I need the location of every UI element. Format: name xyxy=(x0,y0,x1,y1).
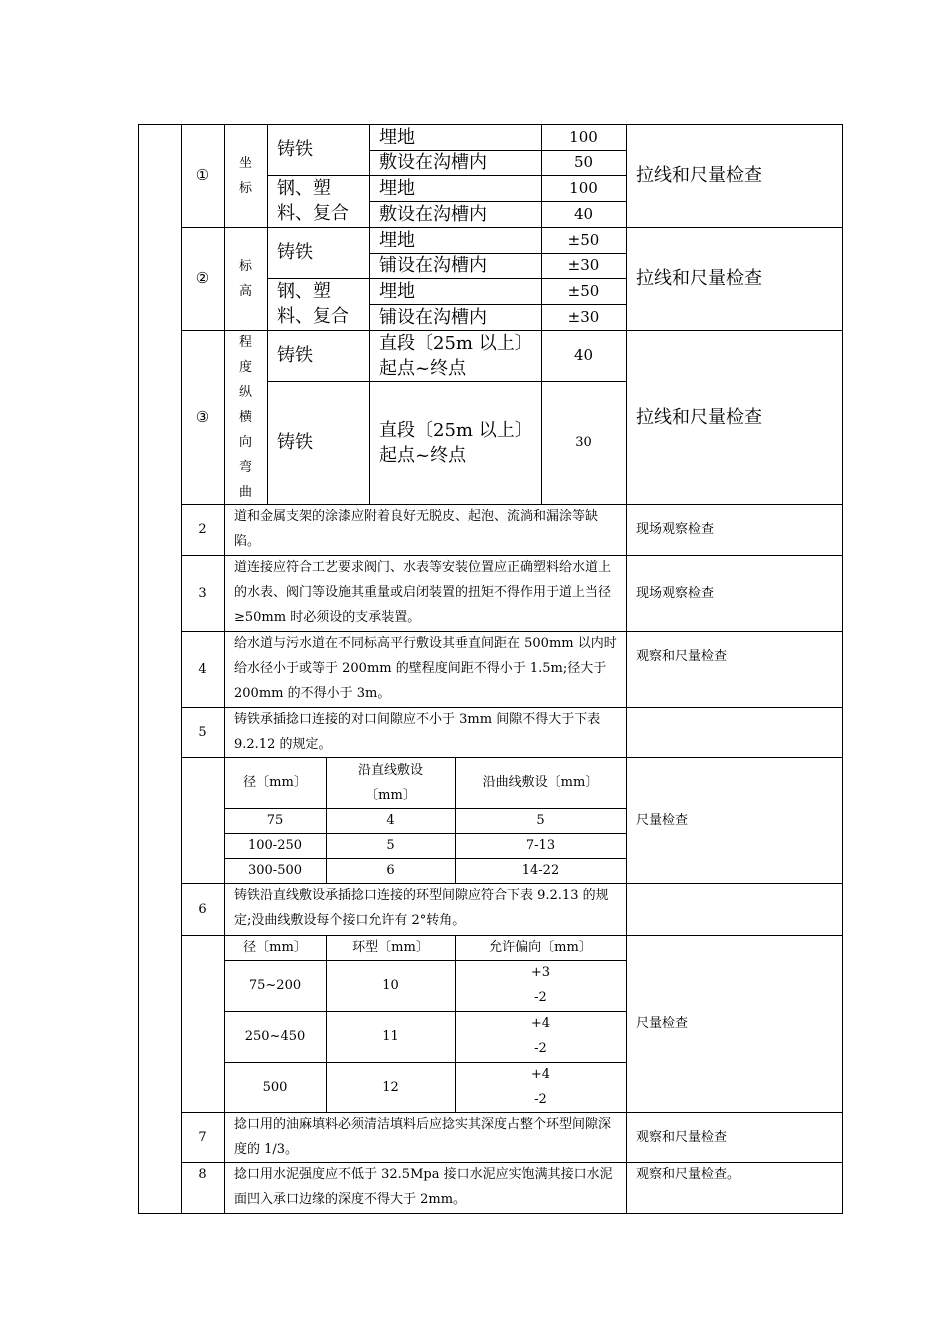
t9213-r3-c1: 500 xyxy=(262,1079,288,1095)
group1-value-3: 100 xyxy=(569,178,598,197)
group2-method: 拉线和尺量检查 xyxy=(636,268,762,289)
item-4-number: 4 xyxy=(198,661,207,677)
t9213-r1-c2: 10 xyxy=(382,978,399,993)
item-7-method: 观察和尺量检查 xyxy=(636,1129,728,1145)
group1-material-b-text: 钢、塑料、复合 xyxy=(277,178,349,224)
group2-value-4: ±30 xyxy=(567,307,600,326)
group3-desc-1 xyxy=(369,330,541,381)
group3-material-1: 铸铁 xyxy=(277,345,313,366)
group3-label xyxy=(224,330,267,504)
group1-label xyxy=(224,124,267,227)
group1-desc-1: 埋地 xyxy=(379,126,415,148)
group2-value-1: ±50 xyxy=(567,230,600,249)
item-8-text: 捻口用水泥强度应不低于 32.5Mpa 接口水泥应实饱满其接口水泥面凹入承口边缘的深度不得大于 2mm。 xyxy=(234,1167,613,1207)
item-7-number: 7 xyxy=(198,1129,207,1145)
group3-desc-2-text: 直段〔25m 以上〕起点~终点 xyxy=(379,419,524,466)
item-3-method: 现场观察检查 xyxy=(636,585,715,601)
t9212-r1-c2: 4 xyxy=(386,813,395,828)
t9213-r2-minus: -2 xyxy=(534,1041,547,1056)
group3-label-text: 程度纵横向弯曲 xyxy=(238,334,252,500)
group3-material-2: 铸铁 xyxy=(277,432,313,453)
t9213-r3-plus: +4 xyxy=(530,1067,551,1082)
group2-label-text: 标高 xyxy=(238,258,252,299)
t9213-method: 尺量检查 xyxy=(636,1016,689,1031)
t9213-r2-c1: 250~450 xyxy=(244,1029,306,1044)
group1-method: 拉线和尺量检查 xyxy=(636,165,762,186)
item-7-text: 捻口用的油麻填料必须清洁填料后应捻实其深度占整个环型间隙深度的 1/3。 xyxy=(234,1117,612,1157)
t9212-r2-c3: 7-13 xyxy=(525,838,556,853)
group1-desc-4: 敷设在沟槽内 xyxy=(379,203,487,225)
group2-desc-4: 铺设在沟槽内 xyxy=(379,306,487,328)
item-5-text: 铸铁承插捻口连接的对口间隙应不小于 3mm 间隙不得大于下表 9.2.12 的规定。 xyxy=(234,712,601,752)
t9213-r1-c1: 75~200 xyxy=(248,978,302,993)
group3-desc-2 xyxy=(369,381,541,504)
group3-value-1: 40 xyxy=(573,346,594,364)
t9212-header-2 xyxy=(326,757,455,808)
t9213-header-3: 允许偏向〔mm〕 xyxy=(489,940,592,955)
group1-number: ① xyxy=(195,166,210,184)
t9213-r1-plus: +3 xyxy=(530,965,551,980)
t9213-header-2: 环型〔mm〕 xyxy=(352,940,429,955)
t9212-r3-c3: 14-22 xyxy=(521,863,560,878)
item-8-method: 观察和尺量检查。 xyxy=(636,1167,741,1182)
item-4-text: 给水道与污水道在不同标高平行敷设其垂直间距在 500mm 以内时给水径小于或等于 200mm 的壁程度间距不得小于 1.5m;径大于 200mm 的不得小于 3m。 xyxy=(234,636,617,701)
t9213-r1-c3 xyxy=(455,960,626,1011)
item-2-text: 道和金属支架的涂漆应附着良好无脱皮、起泡、流淌和漏涂等缺陷。 xyxy=(234,509,599,549)
item-6-text: 铸铁沿直线敷设承插捻口连接的环型间隙应符合下表 9.2.13 的规定;没曲线敷设每个接口允许有 2°转角。 xyxy=(234,888,609,928)
group1-desc-2: 敷设在沟槽内 xyxy=(379,152,487,173)
t9212-method: 尺量检查 xyxy=(636,812,689,828)
t9213-header-1: 径〔mm〕 xyxy=(243,940,307,955)
group1-material-b xyxy=(267,175,369,227)
t9212-r1-c3: 5 xyxy=(536,813,545,828)
group1-value-1: 100 xyxy=(569,127,598,146)
group2-value-2: ±30 xyxy=(567,256,600,274)
item-8-number: 8 xyxy=(198,1167,207,1182)
group2-value-3: ±50 xyxy=(567,281,600,300)
item-3-number: 3 xyxy=(198,585,207,601)
group3-number: ③ xyxy=(195,407,210,426)
t9212-r3-c2: 6 xyxy=(386,863,395,878)
t9212-r2-c2: 5 xyxy=(386,838,395,853)
item-5-number: 5 xyxy=(198,724,207,740)
t9213-r3-c3 xyxy=(455,1062,626,1112)
group2-desc-1: 埋地 xyxy=(379,229,415,251)
group2-material-b xyxy=(267,278,369,330)
group1-label-text: 坐标 xyxy=(238,155,252,196)
group2-number: ② xyxy=(195,269,210,287)
group3-method: 拉线和尺量检查 xyxy=(636,406,762,428)
t9212-header-1: 径〔mm〕 xyxy=(243,775,307,790)
t9213-r2-c2: 11 xyxy=(382,1029,399,1044)
group1-value-2: 50 xyxy=(573,153,594,171)
t9213-r2-c3 xyxy=(455,1011,626,1062)
group2-label xyxy=(224,227,267,330)
t9213-r3-minus: -2 xyxy=(534,1092,547,1107)
group1-material-a: 铸铁 xyxy=(277,139,313,160)
t9212-header-3: 沿曲线敷设〔mm〕 xyxy=(482,775,599,790)
item-2-method: 现场观察检查 xyxy=(636,522,715,537)
group1-value-4: 40 xyxy=(573,204,594,223)
item-3-text: 道连接应符合工艺要求阀门、水表等安装位置应正确塑料给水道上的水表、阀门等设施其重量或启闭装置的扭矩不得作用于道上当径≥50mm 时必须设的支承装置。 xyxy=(234,560,612,625)
t9212-r1-c1: 75 xyxy=(266,813,284,828)
t9212-r2-c1: 100-250 xyxy=(247,838,303,853)
t9213-r1-minus: -2 xyxy=(534,990,547,1005)
t9212-r3-c1: 300-500 xyxy=(247,863,303,878)
group3-desc-1-text: 直段〔25m 以上〕起点~终点 xyxy=(379,332,524,379)
item-6-number: 6 xyxy=(198,901,207,917)
t9213-r2-plus: +4 xyxy=(530,1016,551,1031)
group2-desc-3: 埋地 xyxy=(379,280,415,302)
group2-material-b-text: 钢、塑料、复合 xyxy=(277,281,349,327)
group1-desc-3: 埋地 xyxy=(379,177,415,199)
t9213-r3-c2: 12 xyxy=(382,1079,399,1095)
item-2-number: 2 xyxy=(198,522,207,537)
group2-material-a: 铸铁 xyxy=(277,242,313,263)
item-4-method: 观察和尺量检查 xyxy=(636,649,728,664)
group2-desc-2: 铺设在沟槽内 xyxy=(379,255,487,276)
group3-value-2: 30 xyxy=(575,435,592,450)
t9212-header-2-text: 沿直线敷设〔mm〕 xyxy=(357,762,423,803)
